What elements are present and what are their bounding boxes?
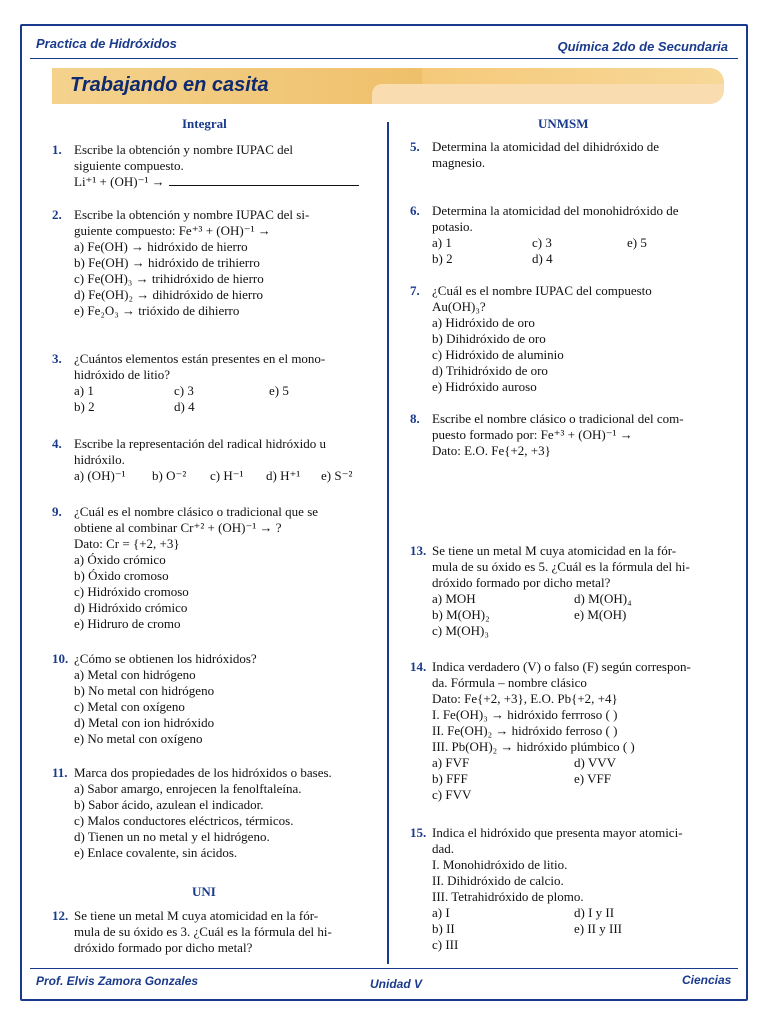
question-line: b) Óxido cromoso [74,568,169,583]
option: e) 5 [269,383,289,398]
question-line: e) Enlace covalente, sin ácidos. [74,845,238,860]
question-body [432,543,690,639]
question-line: d) Fe(OH)₂ → dihidróxido de hierro [74,287,264,302]
header-left-title: Practica de Hidróxidos [36,36,177,51]
question-line: Se tiene un metal M cuya atomicidad en la fór- [432,543,677,558]
footer-unit: Unidad V [370,977,423,991]
question-line: a) Fe(OH) → hidróxido de hierro [74,239,248,254]
question-line: ¿Cuántos elementos están presentes en el mono- [74,351,326,366]
options-row [432,905,683,921]
options-row [432,591,690,607]
option: a) MOH [432,591,476,606]
question-line: Se tiene un metal M cuya atomicidad en la fór- [74,908,319,923]
question-line: guiente compuesto: Fe⁺³ + (OH)⁻¹ → [74,223,271,238]
question-number: 5. [410,139,420,154]
question-line: dróxido formado por dicho metal? [74,940,253,955]
question-line: Marca dos propiedades de los hidróxidos o bases. [74,765,332,780]
option: b) FFF [432,771,468,786]
question-line: Dato: Fe{+2, +3}, E.O. Pb{+2, +4} [432,691,618,706]
question-line: Determina la atomicidad del monohidróxido de [432,203,679,218]
question-number: 4. [52,436,62,451]
option: e) S⁻² [321,468,353,483]
option: d) 4 [532,251,553,266]
banner-tail [372,84,724,104]
question-line: Indica el hidróxido que presenta mayor atomici- [432,825,683,840]
question-line: III. Pb(OH)₂ → hidróxido plúmbico ( ) [432,739,635,754]
question-number: 13. [410,543,427,558]
option: c) 3 [532,235,552,250]
question-line: c) Hidróxido cromoso [74,584,189,599]
banner-title: Trabajando en casita [70,74,269,96]
question-line: obtiene al combinar Cr⁺² + (OH)⁻¹ → ? [74,520,282,535]
question-line: mula de su óxido es 5. ¿Cuál es la fórmula del hi- [432,559,690,574]
question-number: 10. [52,651,69,666]
question-body [74,908,332,956]
options-row [432,607,690,623]
question-line: siguiente compuesto. [74,158,184,173]
option: e) M(OH) [574,607,627,622]
question-line: a) Óxido crómico [74,552,166,567]
options-row [432,937,683,953]
question-line: b) Dihidróxido de oro [432,331,546,346]
option: d) M(OH)₄ [574,591,632,606]
options-row [432,771,691,787]
option: a) I [432,905,450,920]
option: a) 1 [74,383,94,398]
question-line: e) No metal con oxígeno [74,731,203,746]
question-number: 7. [410,283,420,298]
option: c) III [432,937,459,952]
question-number: 14. [410,659,427,674]
header-right-title: Química 2do de Secundaria [557,39,728,54]
question-line: hidróxilo. [74,452,125,467]
question-body [432,825,683,953]
question-line: c) Metal con oxígeno [74,699,185,714]
footer-subject: Ciencias [682,973,732,987]
question-body [74,651,257,747]
options-row [432,755,691,771]
question-line: Dato: E.O. Fe{+2, +3} [432,443,551,458]
option: e) II y III [574,921,622,936]
option: e) VFF [574,771,611,786]
answer-blank-line [169,174,359,186]
question-line: Determina la atomicidad del dihidróxido de [432,139,660,154]
option: c) 3 [174,383,194,398]
question-number: 8. [410,411,420,426]
options-row [432,251,679,267]
options-row [432,921,683,937]
question-line: Escribe la representación del radical hidróxido u [74,436,326,451]
question-line: da. Fórmula – nombre clásico [432,675,587,690]
question-line: ¿Cómo se obtienen los hidróxidos? [74,651,257,666]
question-body [74,436,353,484]
question-line: magnesio. [432,155,486,170]
question-body [432,659,691,803]
options-row [432,623,690,639]
question-line: d) Trihidróxido de oro [432,363,548,378]
question-line: Escribe la obtención y nombre IUPAC del [74,142,294,157]
option: b) II [432,921,455,936]
question-line: a) Hidróxido de oro [432,315,535,330]
question-line: potasio. [432,219,473,234]
question-number: 3. [52,351,62,366]
section-unmsm: UNMSM [538,116,589,131]
question-line: d) Tienen un no metal y el hidrógeno. [74,829,270,844]
question-line: b) Fe(OH) → hidróxido de trihierro [74,255,260,270]
question-body [74,207,309,319]
question-line: b) No metal con hidrógeno [74,683,215,698]
question-line: ¿Cuál es el nombre clásico o tradicional que se [74,504,319,519]
options-row [432,235,679,251]
question-body [432,203,679,267]
question-line: dad. [432,841,455,856]
question-body [74,351,325,415]
question-number: 2. [52,207,62,222]
option: d) VVV [574,755,617,770]
question-line: a) Sabor amargo, enrojecen la fenolftaleína. [74,781,302,796]
question-line: c) Hidróxido de aluminio [432,347,564,362]
question-line: I. Monohidróxido de litio. [432,857,568,872]
option: d) I y II [574,905,615,920]
question-number: 6. [410,203,420,218]
option: c) H⁻¹ [210,468,244,483]
question-line: III. Tetrahidróxido de plomo. [432,889,584,904]
question-body [74,765,332,861]
question-number: 12. [52,908,69,923]
question-line: e) Hidróxido auroso [432,379,537,394]
header-rule [30,58,738,59]
question-number: 15. [410,825,427,840]
question-line: c) Malos conductores eléctricos, térmicos. [74,813,294,828]
question-line: a) Metal con hidrógeno [74,667,196,682]
question-body [432,139,659,171]
question-line: Li⁺¹ + (OH)⁻¹ → [74,174,359,190]
option: b) 2 [432,251,453,266]
question-line: mula de su óxido es 3. ¿Cuál es la fórmula del hi- [74,924,332,939]
options-row [74,399,325,415]
question-line: c) Fe(OH)₃ → trihidróxido de hierro [74,271,264,286]
question-line: hidróxido de litio? [74,367,171,382]
question-body [432,283,652,395]
banner [52,68,724,104]
footer-author: Prof. Elvis Zamora Gonzales [36,974,199,988]
question-line: puesto formado por: Fe⁺³ + (OH)⁻¹ → [432,427,633,442]
section-uni: UNI [192,884,216,899]
options-row [432,787,691,803]
question-line: ¿Cuál es el nombre IUPAC del compuesto [432,283,652,298]
question-line: Au(OH)₃? [432,299,486,314]
question-line: Indica verdadero (V) o falso (F) según correspon- [432,659,691,674]
question-line: dróxido formado por dicho metal? [432,575,611,590]
question-number: 1. [52,142,62,157]
option: b) 2 [74,399,95,414]
question-number: 11. [52,765,68,780]
question-line: b) Sabor ácido, azulean el indicador. [74,797,264,812]
options-row [74,468,353,484]
options-row [74,383,325,399]
option: d) H⁺¹ [266,468,301,483]
question-line: Escribe la obtención y nombre IUPAC del si- [74,207,310,222]
column-divider [387,122,389,964]
option: d) 4 [174,399,195,414]
question-line: II. Dihidróxido de calcio. [432,873,564,888]
question-line: e) Hidruro de cromo [74,616,181,631]
question-number: 9. [52,504,62,519]
question-line: d) Hidróxido crómico [74,600,188,615]
option: b) M(OH)₂ [432,607,490,622]
option: e) 5 [627,235,647,250]
question-body [74,504,318,632]
question-line: Dato: Cr = {+2, +3} [74,536,180,551]
option: b) O⁻² [152,468,187,483]
section-integral: Integral [182,116,227,131]
option: c) FVV [432,787,472,802]
question-line: I. Fe(OH)₃ → hidróxido ferrroso ( ) [432,707,618,722]
question-line: II. Fe(OH)₂ → hidróxido ferroso ( ) [432,723,618,738]
question-line: e) Fe₂O₃ → trióxido de dihierro [74,303,240,318]
footer-rule [30,968,738,969]
question-line: d) Metal con ion hidróxido [74,715,215,730]
option: c) M(OH)₃ [432,623,489,638]
question-body [432,411,684,459]
option: a) (OH)⁻¹ [74,468,126,483]
option: a) 1 [432,235,452,250]
question-line: Escribe el nombre clásico o tradicional del com- [432,411,684,426]
question-body [74,142,359,190]
option: a) FVF [432,755,470,770]
